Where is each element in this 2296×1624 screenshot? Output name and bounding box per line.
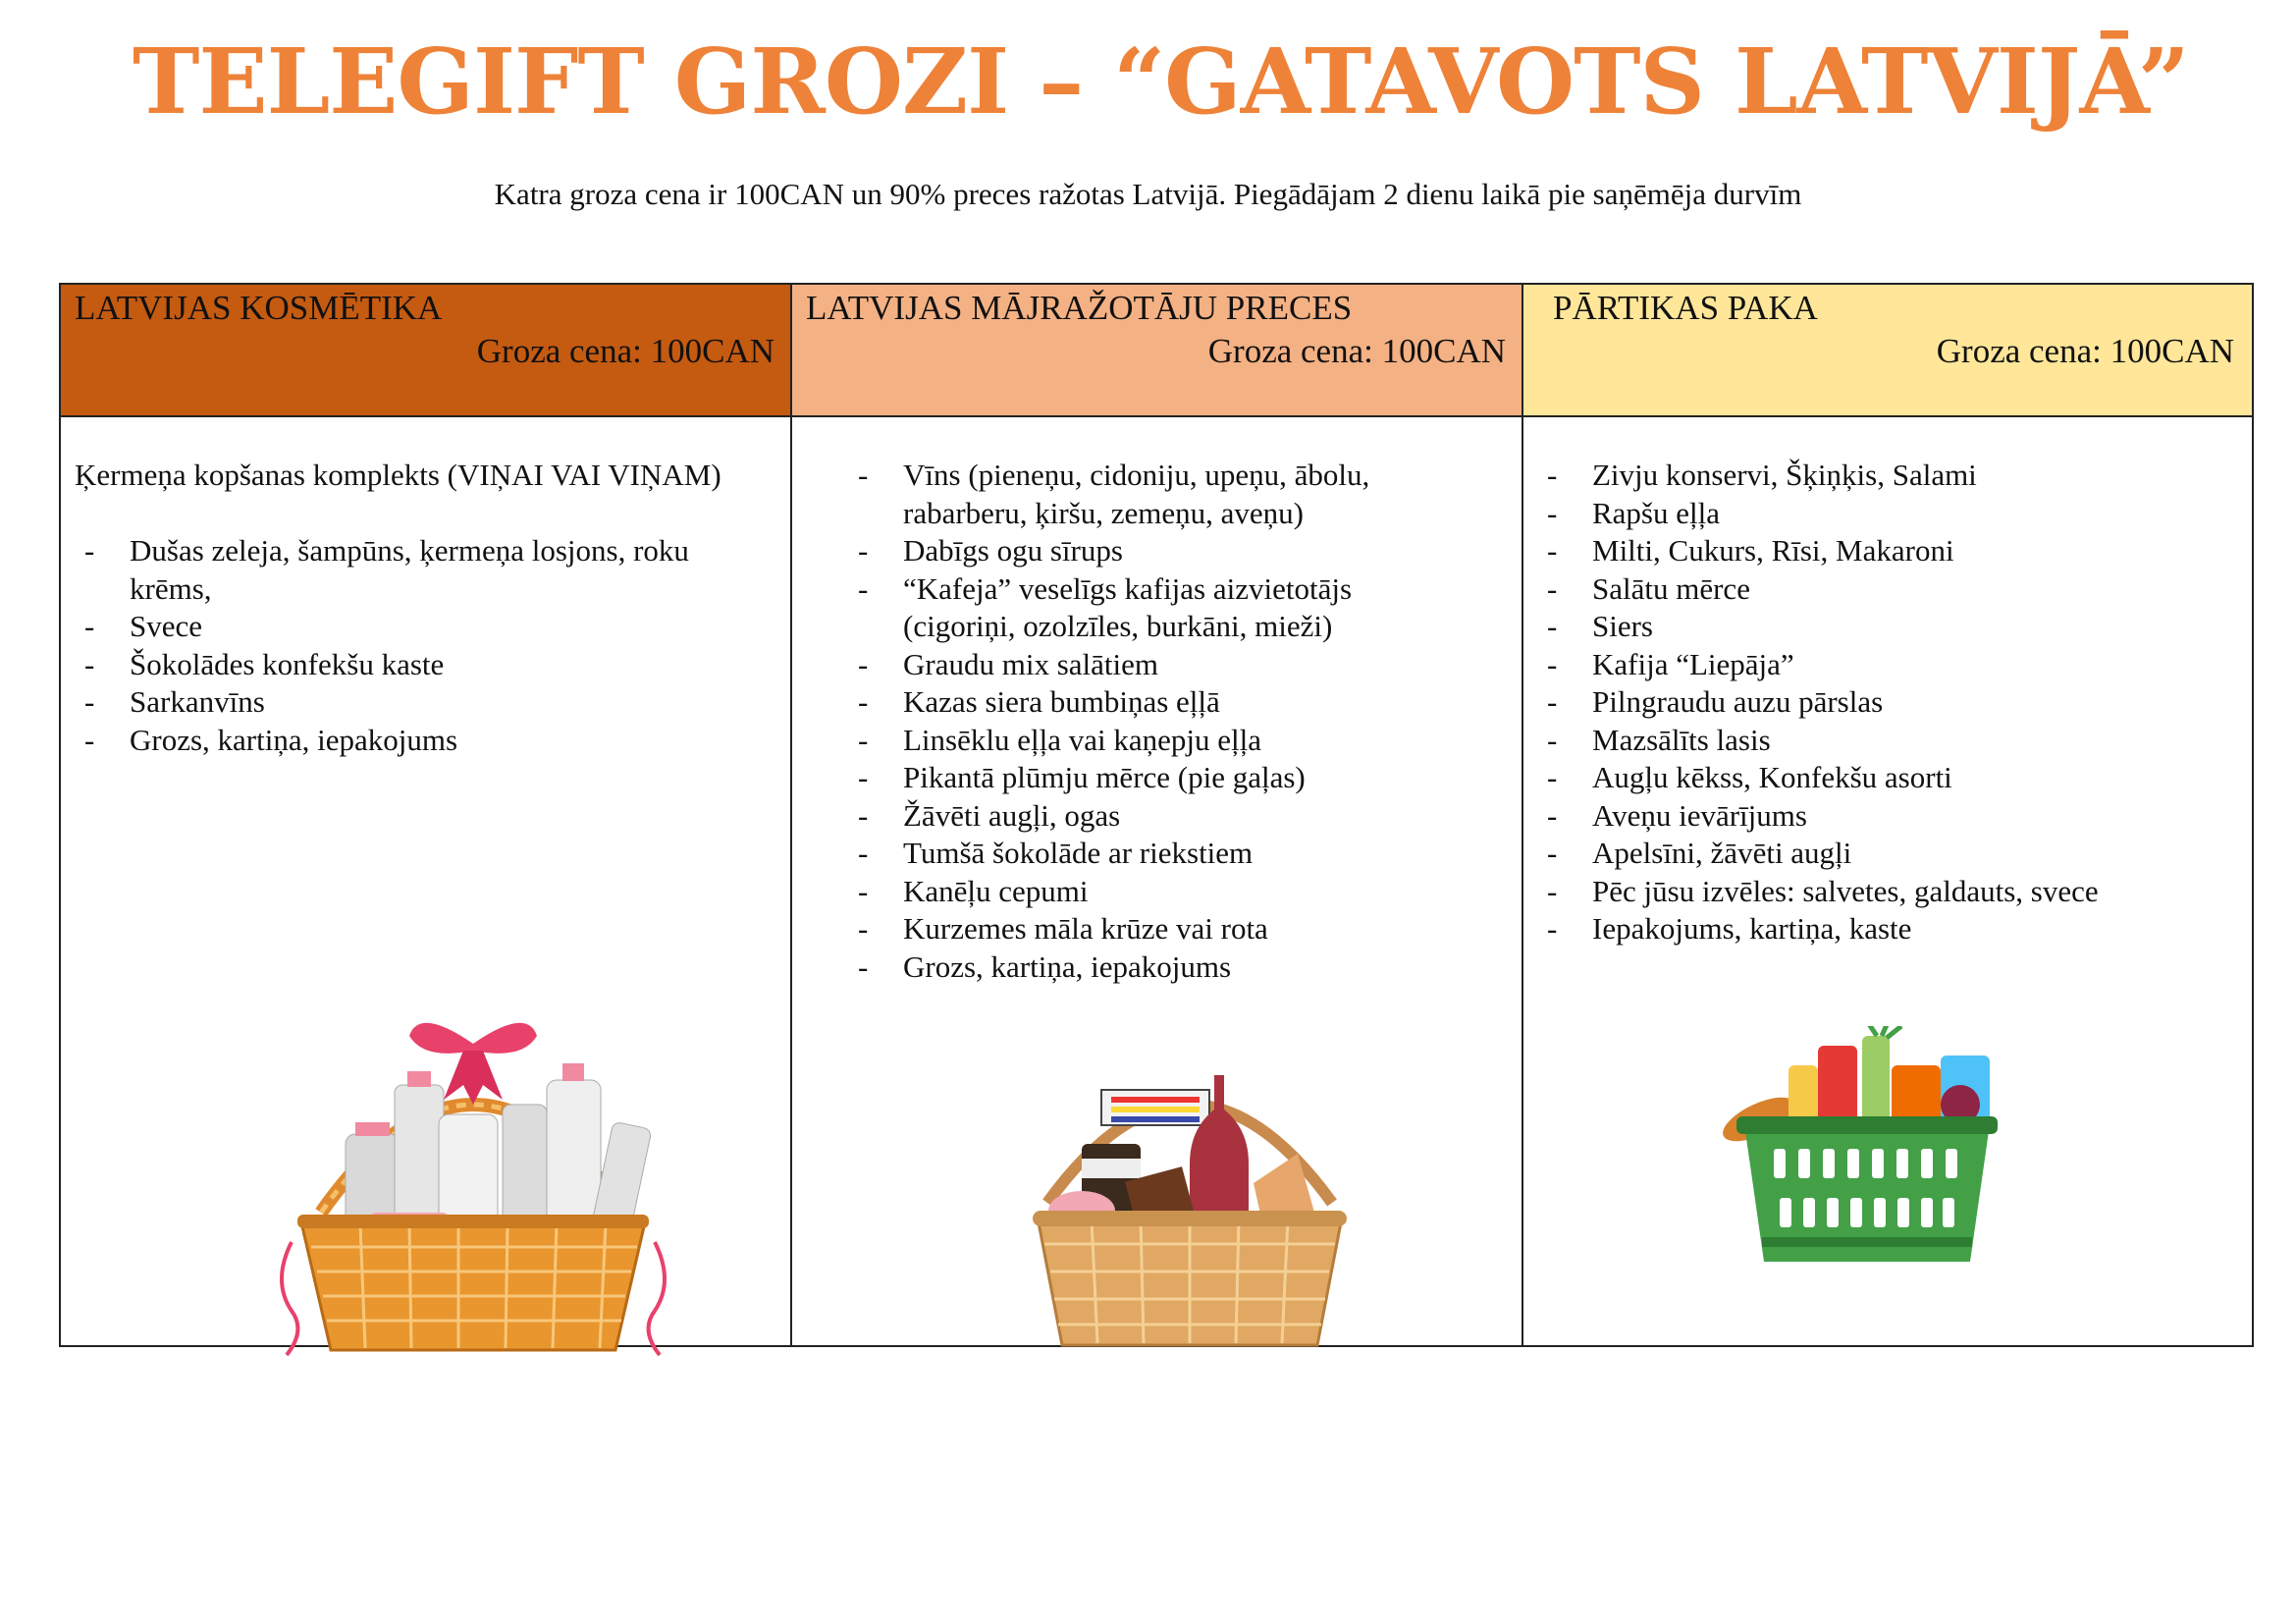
grocery-basket-icon <box>1715 1026 2009 1272</box>
list-item: - Aveņu ievārījums <box>1537 797 2224 836</box>
cosmetics-basket-icon <box>262 1006 684 1360</box>
list-item: - Kanēļu cepumi <box>848 873 1437 911</box>
column-price: Groza cena: 100CAN <box>1936 332 2234 370</box>
homemade-basket-icon <box>1023 1036 1357 1350</box>
header-home-producers <box>792 285 1523 417</box>
list-item: - Iepakojums, kartiņa, kaste <box>1537 910 2224 948</box>
list-item: - Graudu mix salātiem <box>848 646 1437 684</box>
list-item: - Sarkanvīns <box>75 683 762 722</box>
cell-food-pack <box>1523 417 2252 1345</box>
list-item: - “Kafeja” veselīgs kafijas aizvietotājs (cigoriņi, ozolzīles, burkāni, mieži) <box>848 570 1437 646</box>
column-title: PĀRTIKAS PAKA <box>1553 289 1818 327</box>
list-item: - Kazas siera bumbiņas eļļā <box>848 683 1437 722</box>
list-item: - Apelsīni, žāvēti augļi <box>1537 835 2224 873</box>
list-item: - Pikantā plūmju mērce (pie gaļas) <box>848 759 1437 797</box>
list-item: - Milti, Cukurs, Rīsi, Makaroni <box>1537 532 2224 570</box>
page-subtitle: Katra groza cena ir 100CAN un 90% preces ražotas Latvijā. Piegādājam 2 dienu laikā pie saņēmēja durvīm <box>494 177 1802 211</box>
list-item: - Žāvēti augļi, ogas <box>848 797 1437 836</box>
list-item: - Dušas zeleja, šampūns, ķermeņa losjons, roku krēms, <box>75 532 762 608</box>
list-item: - Pilngraudu auzu pārslas <box>1537 683 2224 722</box>
list-item: - Pēc jūsu izvēles: salvetes, galdauts, svece <box>1537 873 2224 911</box>
item-list <box>75 532 762 759</box>
list-item: - Siers <box>1537 608 2224 646</box>
list-item: - Svece <box>75 608 762 646</box>
list-item: - Salātu mērce <box>1537 570 2224 609</box>
list-item: - Grozs, kartiņa, iepakojums <box>848 948 1437 987</box>
column-title: LATVIJAS MĀJRAŽOTĀJU PRECES <box>806 289 1353 327</box>
list-item: - Augļu kēkss, Konfekšu asorti <box>1537 759 2224 797</box>
list-item: - Zivju konservi, Šķiņķis, Salami <box>1537 457 2224 495</box>
list-item: - Vīns (pieneņu, cidoniju, upeņu, ābolu, rabarberu, ķiršu, zemeņu, aveņu) <box>848 457 1437 532</box>
page-title: TELEGIFT GROZI – “GATAVOTS LATVIJĀ” <box>133 28 2189 135</box>
list-item: - Šokolādes konfekšu kaste <box>75 646 762 684</box>
gift-basket-table <box>59 283 2254 1347</box>
list-item: - Dabīgs ogu sīrups <box>848 532 1437 570</box>
list-item: - Kafija “Liepāja” <box>1537 646 2224 684</box>
header-food-pack <box>1523 285 2252 417</box>
column-title: LATVIJAS KOSMĒTIKA <box>75 289 443 327</box>
header-cosmetics <box>61 285 792 417</box>
list-item: - Linsēklu eļļa vai kaņepju eļļa <box>848 722 1437 760</box>
list-item: - Grozs, kartiņa, iepakojums <box>75 722 762 760</box>
item-list <box>1537 457 2224 948</box>
list-item: - Rapšu eļļa <box>1537 495 2224 533</box>
column-price: Groza cena: 100CAN <box>476 332 774 370</box>
list-item: - Kurzemes māla krūze vai rota <box>848 910 1437 948</box>
cell-intro: Ķermeņa kopšanas komplekts (VIŅAI VAI VIŅAM) <box>75 458 721 492</box>
cell-home-producers <box>792 417 1523 1345</box>
item-list <box>848 457 1437 986</box>
cell-cosmetics <box>61 417 792 1345</box>
list-item: - Mazsālīts lasis <box>1537 722 2224 760</box>
list-item: - Tumšā šokolāde ar riekstiem <box>848 835 1437 873</box>
column-price: Groza cena: 100CAN <box>1207 332 1506 370</box>
